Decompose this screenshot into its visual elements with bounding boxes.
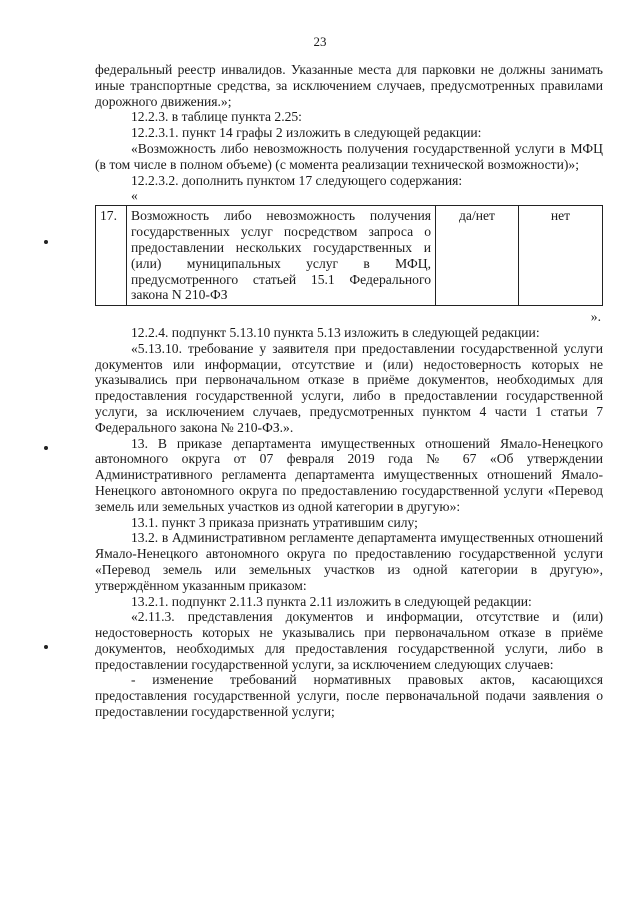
- quote-close-mark: ».: [590, 309, 601, 325]
- paragraph: «Возможность либо невозможность получения государственной услуги в МФЦ (в том числе в полном объеме) (с момента реализации технической возможности)»;: [95, 140, 603, 172]
- paragraph: 12.2.4. подпункт 5.13.10 пункта 5.13 изложить в следующей редакции:: [131, 324, 540, 340]
- paragraph: «2.11.3. представления документов и информации, отсутствие и (или) недостоверность которых не указывались при первоначальном отказе в приёме документов, необходимых для предоставления государственной услуги, либо в предоставлении государственной услуги, за исключением следующих случаев:: [95, 609, 603, 672]
- paragraph: 13.2. в Административном регламенте департамента имущественных отношений Ямало-Ненецкого автономного округа по предоставлению государственной услуги «Перевод земель или земельных участков из одной категории в другую», утверждённом указанным приказом:: [95, 530, 603, 593]
- paragraph: 12.2.3. в таблице пункта 2.25:: [131, 109, 302, 125]
- paragraph: 12.2.3.1. пункт 14 графы 2 изложить в следующей редакции:: [131, 125, 482, 141]
- document-body: [95, 62, 603, 720]
- table-cell-value: нет: [519, 206, 603, 306]
- page-number: 23: [313, 34, 327, 49]
- paragraph: 13.2.1. подпункт 2.11.3 пункта 2.11 изложить в следующей редакции:: [131, 593, 532, 609]
- paragraph: 13. В приказе департамента имущественных отношений Ямало-Ненецкого автономного округа от 07 февраля 2019 года № 67 «Об утверждении Административного регламента департамента имущественных отношений Ямало-Ненецкого автономного округа по предоставлению государственной услуги «Перевод земель или земельных участков из одной категории в другую»:: [95, 435, 603, 514]
- paragraph: федеральный реестр инвалидов. Указанные места для парковки не должны занимать иные транспортные средства, за исключением случаев, предусмотренных правилами дорожного движения.»;: [95, 62, 603, 109]
- table-cell-description: Возможность либо невозможность получения государственных услуг посредством запроса о предоставлении нескольких государственных и (или) муниципальных услуг в МФЦ, предусмотренного статьей 15.1 Федерального закона N 210-ФЗ: [127, 206, 436, 306]
- amendment-table: [95, 205, 603, 306]
- margin-dot-mark: [44, 446, 48, 450]
- paragraph: «5.13.10. требование у заявителя при предоставлении государственной услуги документов или информации, отсутствие и (или) недостоверность которых не указывались при первоначальном отказе в приёме документов, необходимых для предоставления государственной услуги, либо в предоставлении государственной услуги, за исключением случаев, предусмотренных пунктом 4 части 1 статьи 7 Федерального закона № 210-ФЗ.».: [95, 340, 603, 435]
- table-cell-yes-no: да/нет: [436, 206, 519, 306]
- margin-dot-mark: [44, 645, 48, 649]
- paragraph: 12.2.3.2. дополнить пунктом 17 следующего содержания:: [131, 172, 463, 188]
- paragraph: 13.1. пункт 3 приказа признать утратившим силу;: [131, 514, 418, 530]
- margin-dot-mark: [44, 240, 48, 244]
- paragraph: - изменение требований нормативных правовых актов, касающихся предоставления государственной услуги, после первоначальной подачи заявления о предоставлении государственной услуги;: [95, 672, 603, 720]
- table-row: [96, 206, 603, 306]
- table-cell-number: 17.: [96, 206, 127, 306]
- quote-open-mark: «: [131, 188, 138, 204]
